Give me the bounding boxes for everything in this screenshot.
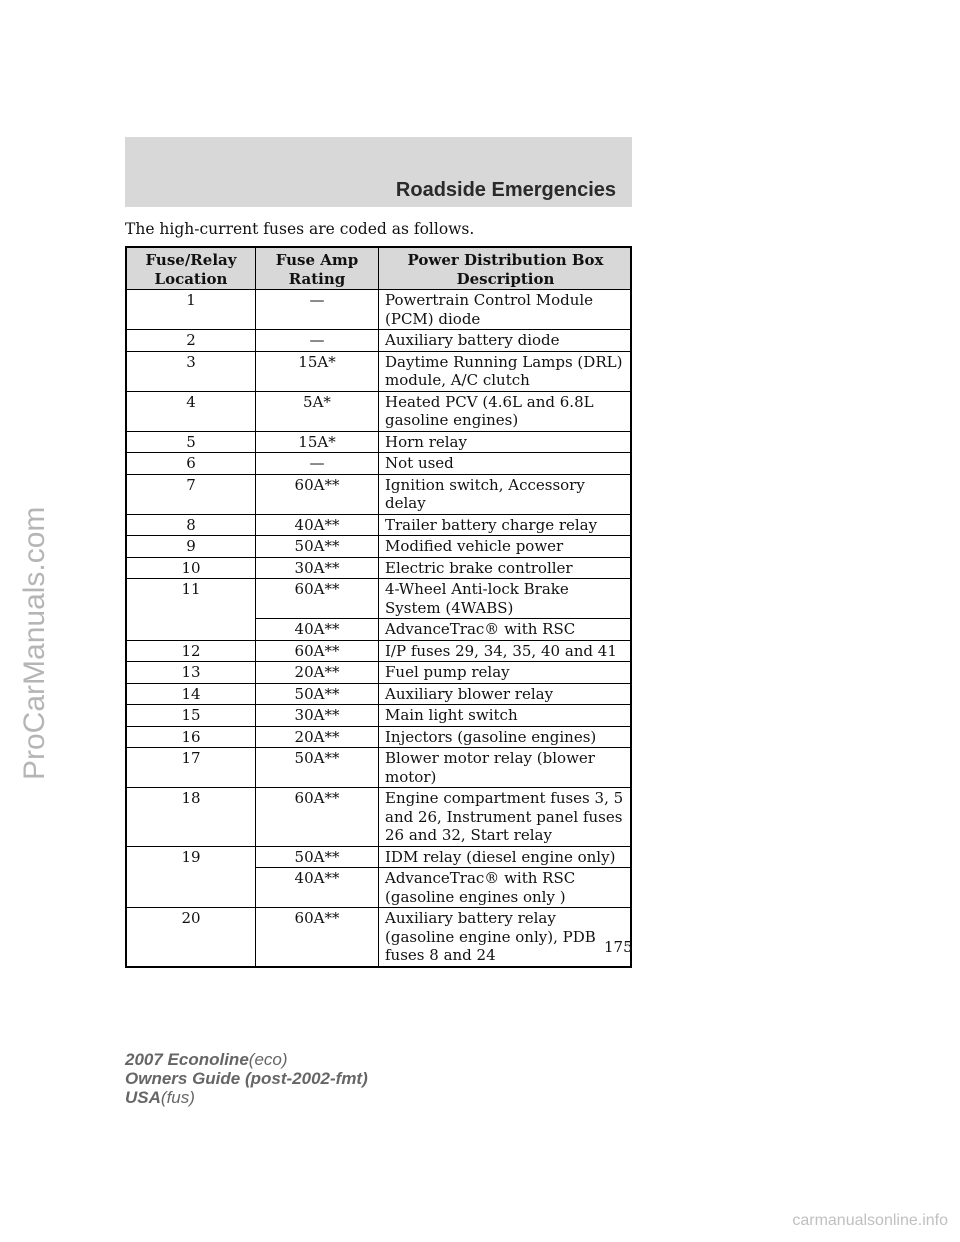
footer-market-code: (fus): [160, 1088, 195, 1107]
cell-amp-rating: 60A**: [256, 908, 379, 967]
cell-amp-rating: —: [256, 453, 379, 475]
cell-amp-rating: 20A**: [256, 662, 379, 684]
cell-amp-rating: —: [256, 290, 379, 330]
cell-amp-rating: 60A**: [256, 579, 379, 619]
cell-amp-rating: 50A**: [256, 748, 379, 788]
watermark-left: ProCarManuals.com: [18, 506, 51, 780]
cell-amp-rating: 30A**: [256, 705, 379, 727]
table-row: [126, 579, 631, 619]
cell-location: 1: [126, 290, 256, 330]
footer-market: USA: [125, 1088, 161, 1107]
cell-amp-rating: 15A*: [256, 351, 379, 391]
cell-location: 4: [126, 391, 256, 431]
table-row: [126, 557, 631, 579]
watermark-bottom: carmanualsonline.info: [792, 1212, 948, 1229]
cell-location: 20: [126, 908, 256, 967]
cell-location: 19: [126, 846, 256, 908]
section-title: Roadside Emergencies: [395, 179, 616, 201]
table-row: [126, 514, 631, 536]
table-row: [126, 431, 631, 453]
page-number: 175: [604, 938, 633, 956]
table-row: [126, 683, 631, 705]
header-amp-rating: Fuse Amp Rating: [256, 247, 379, 290]
cell-amp-rating: 50A**: [256, 536, 379, 558]
cell-location: 17: [126, 748, 256, 788]
cell-description: Heated PCV (4.6L and 6.8L gasoline engines): [379, 391, 632, 431]
cell-location: 6: [126, 453, 256, 475]
table-row: [126, 908, 631, 967]
cell-amp-rating: 50A**: [256, 846, 379, 868]
fuse-table-body: [126, 290, 631, 967]
table-row: [126, 640, 631, 662]
cell-description: Auxiliary blower relay: [379, 683, 632, 705]
table-header-row: [126, 247, 631, 290]
cell-location: 16: [126, 726, 256, 748]
cell-description: Modified vehicle power: [379, 536, 632, 558]
cell-description: AdvanceTrac® with RSC: [379, 619, 632, 641]
cell-description: Trailer battery charge relay: [379, 514, 632, 536]
cell-amp-rating: 40A**: [256, 868, 379, 908]
cell-location: 11: [126, 579, 256, 641]
cell-amp-rating: 40A**: [256, 514, 379, 536]
cell-amp-rating: 60A**: [256, 788, 379, 847]
cell-description: Main light switch: [379, 705, 632, 727]
cell-amp-rating: 60A**: [256, 640, 379, 662]
table-row: [126, 391, 631, 431]
footer-guide: Owners Guide (post-2002-fmt): [125, 1069, 368, 1088]
cell-description: 4-Wheel Anti-lock Brake System (4WABS): [379, 579, 632, 619]
table-row: [126, 662, 631, 684]
table-row: [126, 705, 631, 727]
cell-amp-rating: 30A**: [256, 557, 379, 579]
cell-location: 7: [126, 474, 256, 514]
table-row: [126, 788, 631, 847]
cell-location: 5: [126, 431, 256, 453]
footer: [125, 1050, 368, 1107]
cell-description: Auxiliary battery relay (gasoline engine only), PDB fuses 8 and 24: [379, 908, 632, 967]
table-row: [126, 330, 631, 352]
cell-description: Horn relay: [379, 431, 632, 453]
cell-description: Auxiliary battery diode: [379, 330, 632, 352]
cell-amp-rating: 15A*: [256, 431, 379, 453]
cell-location: 2: [126, 330, 256, 352]
cell-description: Ignition switch, Accessory delay: [379, 474, 632, 514]
cell-location: 9: [126, 536, 256, 558]
footer-model-code: (eco): [248, 1050, 288, 1069]
cell-location: 12: [126, 640, 256, 662]
cell-location: 8: [126, 514, 256, 536]
cell-description: I/P fuses 29, 34, 35, 40 and 41: [379, 640, 632, 662]
cell-location: 15: [126, 705, 256, 727]
cell-description: Not used: [379, 453, 632, 475]
cell-description: Electric brake controller: [379, 557, 632, 579]
cell-location: 3: [126, 351, 256, 391]
fuse-table: [125, 246, 632, 968]
cell-amp-rating: 5A*: [256, 391, 379, 431]
cell-amp-rating: 40A**: [256, 619, 379, 641]
header-band: [125, 137, 632, 207]
table-row: [126, 290, 631, 330]
table-row: [126, 453, 631, 475]
table-row: [126, 536, 631, 558]
cell-description: IDM relay (diesel engine only): [379, 846, 632, 868]
header-location: Fuse/Relay Location: [126, 247, 256, 290]
table-row: [126, 474, 631, 514]
cell-amp-rating: 50A**: [256, 683, 379, 705]
intro-text: The high-current fuses are coded as follows.: [125, 220, 475, 238]
cell-location: 14: [126, 683, 256, 705]
cell-description: Powertrain Control Module (PCM) diode: [379, 290, 632, 330]
cell-location: 10: [126, 557, 256, 579]
footer-model: 2007 Econoline: [125, 1050, 249, 1069]
cell-description: Injectors (gasoline engines): [379, 726, 632, 748]
cell-amp-rating: —: [256, 330, 379, 352]
cell-location: 18: [126, 788, 256, 847]
cell-description: Daytime Running Lamps (DRL) module, A/C clutch: [379, 351, 632, 391]
header-description: Power Distribution Box Description: [379, 247, 632, 290]
cell-description: AdvanceTrac® with RSC (gasoline engines only ): [379, 868, 632, 908]
table-row: [126, 351, 631, 391]
table-row: [126, 748, 631, 788]
table-row: [126, 726, 631, 748]
table-row: [126, 846, 631, 868]
cell-location: 13: [126, 662, 256, 684]
cell-amp-rating: 60A**: [256, 474, 379, 514]
cell-description: Fuel pump relay: [379, 662, 632, 684]
cell-description: Blower motor relay (blower motor): [379, 748, 632, 788]
cell-description: Engine compartment fuses 3, 5 and 26, Instrument panel fuses 26 and 32, Start relay: [379, 788, 632, 847]
cell-amp-rating: 20A**: [256, 726, 379, 748]
